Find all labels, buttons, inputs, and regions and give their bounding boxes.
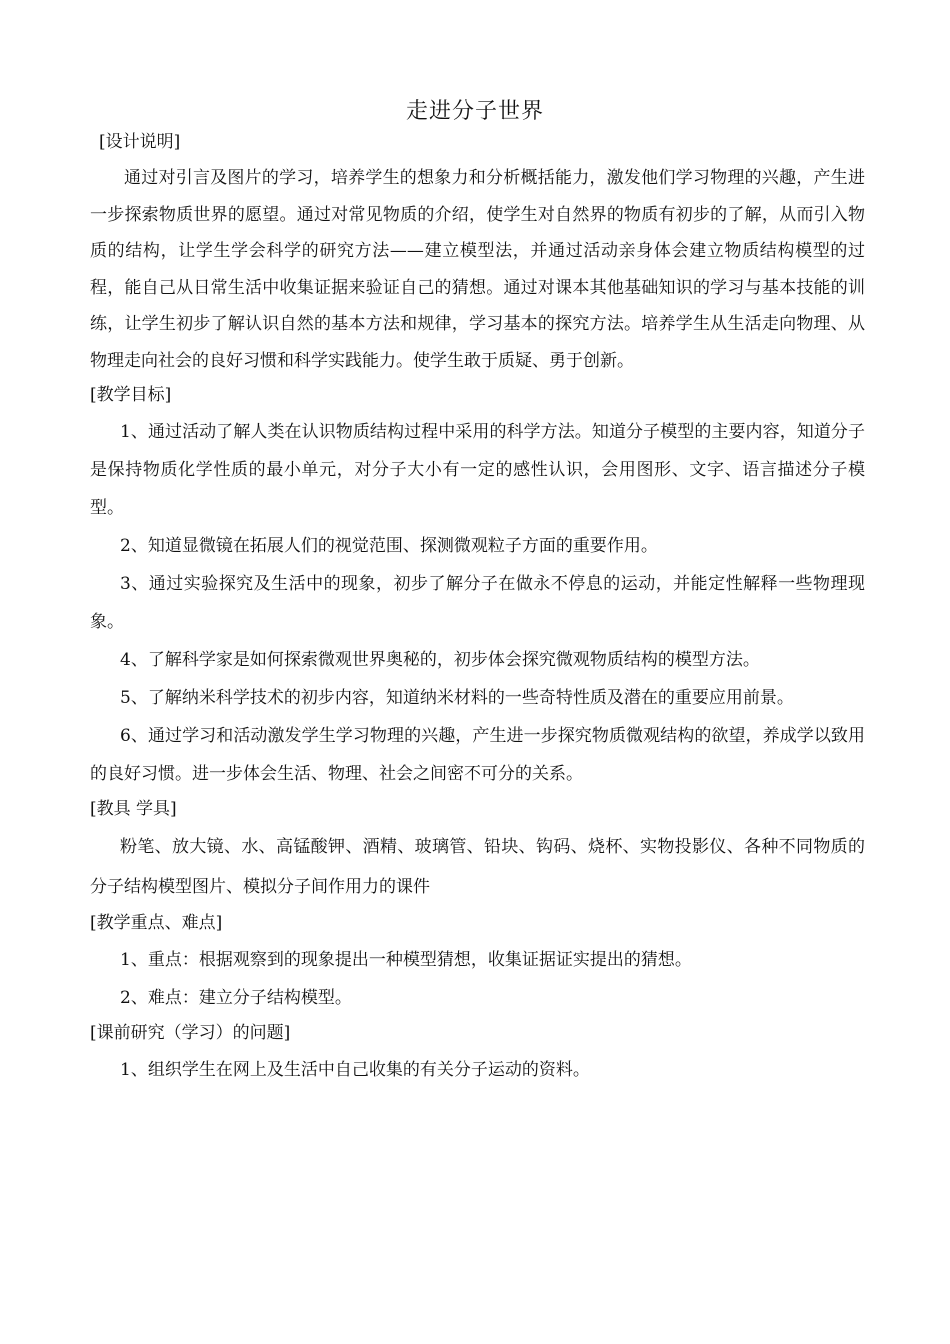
document-title: 走进分子世界 <box>405 99 544 124</box>
goal-item-4: 4、了解科学家是如何探索微观世界奥秘的，初步体会探究微观物质结构的模型方法。 <box>120 650 760 670</box>
goal-item-5: 5、了解纳米科学技术的初步内容，知道纳米材料的一些奇特性质及潜在的重要应用前景。 <box>120 688 794 708</box>
design-paragraph: 通过对引言及图片的学习，培养学生的想象力和分析概括能力，激发他们学习物理的兴趣，产生进一步探索物质世界的愿望。通过对常见物质的介绍，使学生对自然界的物质有初步的了解，从而引入物质的结构，让学生学会科学的研究方法——建立模型法，并通过活动亲身体会建立物质结构模型的过程，能自己从日常生活中收集证据来验证自己的猜想。通过对课本其他基础知识的学习与基本技能的训练，让学生初步了解认识自然的基本方法和规律，学习基本的探究方法。培养学生从生活走向物理、从物理走向社会的良好习惯和科学实践能力。使学生敢于质疑、勇于创新。 <box>90 168 865 371</box>
goal-item-1: 1、通过活动了解人类在认识物质结构过程中采用的科学方法。知道分子模型的主要内容，知道分子是保持物质化学性质的最小单元，对分子大小有一定的感性认识，会用图形、文字、语言描述分子模型。 <box>90 422 865 518</box>
document-body <box>90 126 865 1089</box>
keypoint-item-1: 1、重点：根据观察到的现象提出一种模型猜想，收集证据证实提出的猜想。 <box>120 950 692 970</box>
prestudy-item-1: 1、组织学生在网上及生活中自己收集的有关分子运动的资料。 <box>120 1060 590 1080</box>
section-heading-design: [设计说明] <box>99 132 181 152</box>
section-heading-prestudy: [课前研究（学习）的问题] <box>90 1023 291 1043</box>
section-heading-keypoints: [教学重点、难点] <box>90 913 223 933</box>
tools-paragraph: 粉笔、放大镜、水、高锰酸钾、酒精、玻璃管、铅块、钩码、烧杯、实物投影仪、各种不同物质的分子结构模型图片、模拟分子间作用力的课件 <box>90 837 865 897</box>
goal-item-3: 3、通过实验探究及生活中的现象，初步了解分子在做永不停息的运动，并能定性解释一些物理现象。 <box>90 574 865 632</box>
goal-item-6: 6、通过学习和活动激发学生学习物理的兴趣，产生进一步探究物质微观结构的欲望，养成学以致用的良好习惯。进一步体会生活、物理、社会之间密不可分的关系。 <box>90 726 865 784</box>
goal-item-2: 2、知道显微镜在拓展人们的视觉范围、探测微观粒子方面的重要作用。 <box>120 536 658 556</box>
keypoint-item-2: 2、难点：建立分子结构模型。 <box>120 988 352 1008</box>
section-heading-tools: [教具 学具] <box>90 799 177 819</box>
section-heading-goals: [教学目标] <box>90 385 172 405</box>
